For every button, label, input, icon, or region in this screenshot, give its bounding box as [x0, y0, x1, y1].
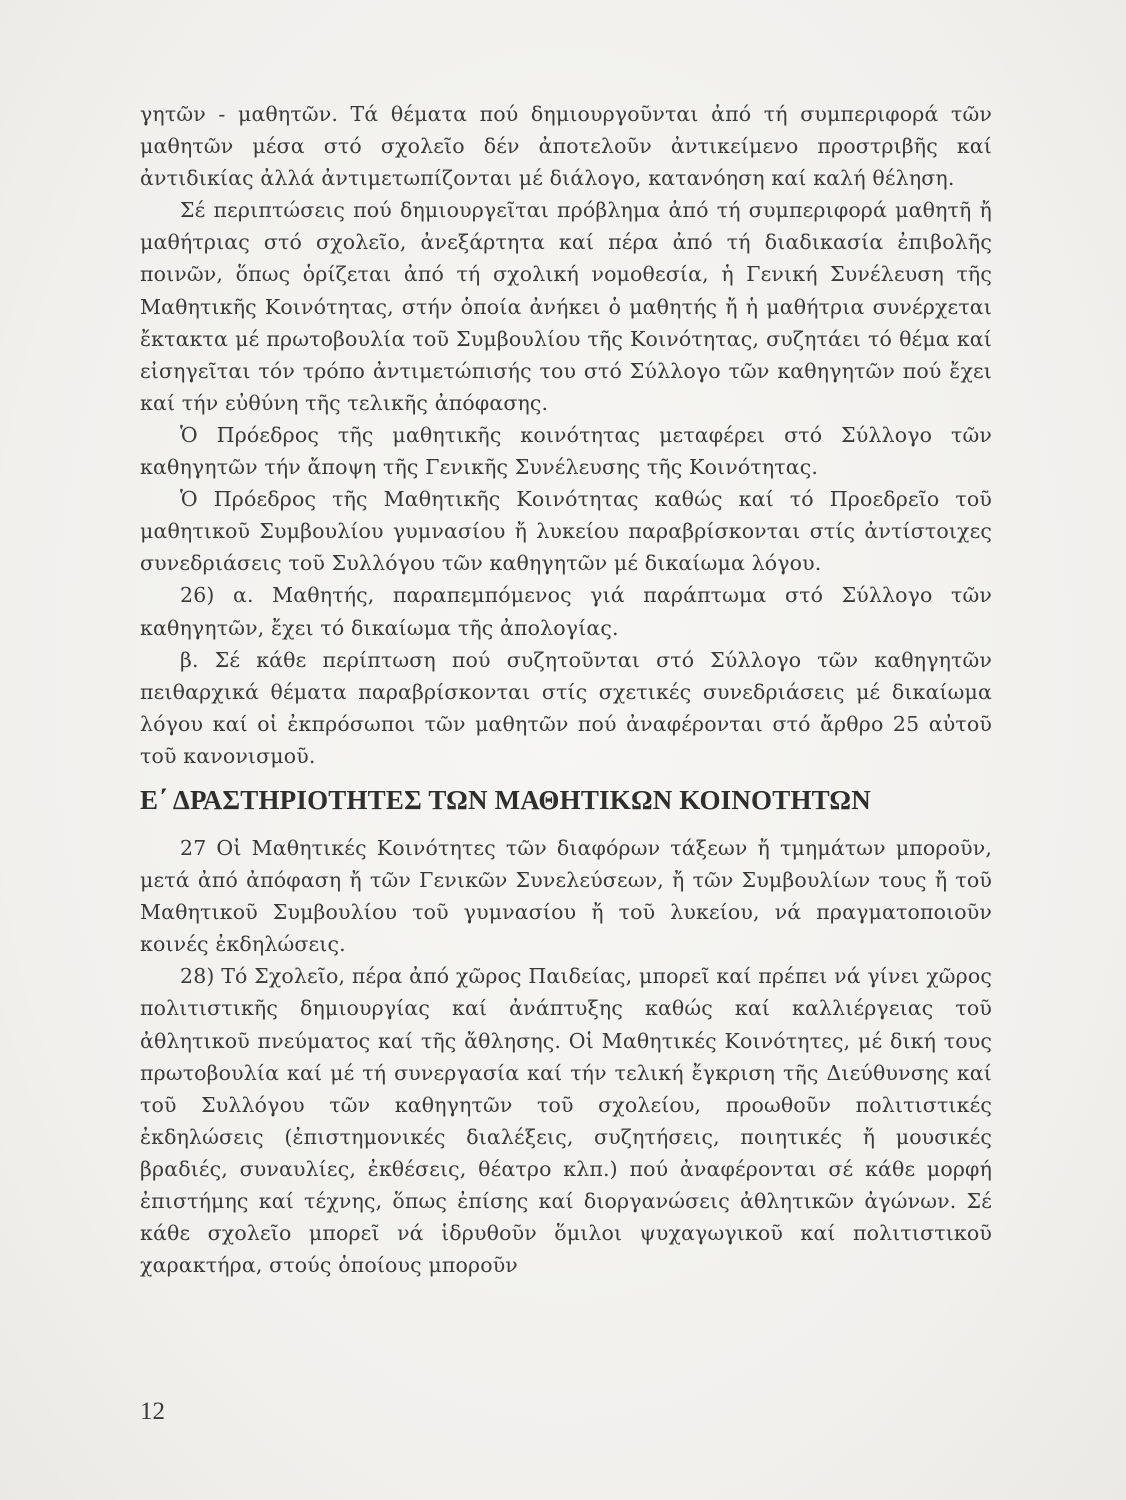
paragraph-president-attends: Ὁ Πρόεδρος τῆς Μαθητικῆς Κοινότητας καθώς καί τό Προεδρεῖο τοῦ μαθητικοῦ Συμβουλίου γυμνασίου ἤ λυκείου παραβρίσκονται στίς ἀντίστοιχες συνεδριάσεις τοῦ Συλλόγου τῶν καθηγητῶν μέ δικαίωμα λόγου.: [140, 487, 992, 576]
paragraph-article-28: 28) Τό Σχολεῖο, πέρα ἀπό χῶρος Παιδείας, μπορεῖ καί πρέπει νά γίνει χῶρος πολιτιστικῆς δημιουργίας καί ἀνάπτυξης καθώς καί καλλιέργειας τοῦ ἀθλητικοῦ πνεύματος καί τῆς ἄθλησης. Οἱ Μαθητικές Κοινότητες, μέ δική τους πρωτοβουλία καί μέ τή συνεργασία καί τήν τελική ἔγκριση τῆς Διεύθυνσης καί τοῦ Συλλόγου τῶν καθηγητῶν τοῦ σχολείου, προωθοῦν πολιτιστικές ἐκδηλώσεις (ἐπιστημονικές διαλέξεις, συζητήσεις, ποιητικές ἤ μουσικές βραδιές, συναυλίες, ἐκθέσεις, θέατρο κλπ.) πού ἀναφέρονται σέ κάθε μορφή ἐπιστήμης καί τέχνης, ὅπως ἐπίσης καί διοργανώσεις ἀθλητικῶν ἀγώνων. Σέ κάθε σχολεῖο μπορεῖ νά ἱδρυθοῦν ὅμιλοι ψυχαγωγικοῦ καί πολιτιστικοῦ χαρακτήρα, στούς ὁποίους μποροῦν: [140, 964, 992, 1278]
page-number: 12: [140, 1398, 165, 1425]
paragraph-article-26a: 26) α. Μαθητής, παραπεμπόμενος γιά παράπτωμα στό Σύλλογο τῶν καθηγητῶν, ἔχει τό δικαίωμα τῆς ἀπολογίας.: [140, 583, 992, 640]
paragraph-continuation: γητῶν - μαθητῶν. Τά θέματα πού δημιουργοῦνται ἀπό τή συμπεριφορά τῶν μαθητῶν μέσα στό σχολεῖο δέν ἀποτελοῦν ἀντικείμενο προστριβῆς καί ἀντιδικίας ἀλλά ἀντιμετωπίζονται μέ διάλογο, κατανόηση καί καλή θέληση.: [140, 102, 992, 191]
paragraph-article-27: 27 Οἱ Μαθητικές Κοινότητες τῶν διαφόρων τάξεων ἤ τμημάτων μποροῦν, μετά ἀπό ἀπόφαση ἤ τῶν Γενικῶν Συνελεύσεων, ἤ τῶν Συμβουλίων τους ἤ τοῦ Μαθητικοῦ Συμβουλίου τοῦ γυμνασίου ἤ τοῦ λυκείου, νά πραγματοποιοῦν κοινές ἐκδηλώσεις.: [140, 835, 992, 957]
paragraph-president-conveys: Ὁ Πρόεδρος τῆς μαθητικῆς κοινότητας μεταφέρει στό Σύλλογο τῶν καθηγητῶν τήν ἄποψη τῆς Γενικῆς Συνέλευσης τῆς Κοινότητας.: [140, 422, 992, 480]
section-heading: Ε΄ ΔΡΑΣΤΗΡΙΟΤΗΤΕΣ ΤΩΝ ΜΑΘΗΤΙΚΩΝ ΚΟΙΝΟΤΗΤΩΝ: [140, 784, 871, 815]
body-text: [140, 98, 992, 1281]
paragraph-article-26b: β. Σέ κάθε περίπτωση πού συζητοῦνται στό Σύλλογο τῶν καθηγητῶν πειθαρχικά θέματα παραβρίσκονται στίς σχετικές συνεδριάσεις μέ δικαίωμα λόγου καί οἱ ἐκπρόσωποι τῶν μαθητῶν πού ἀναφέρονται στό ἄρθρο 25 αὐτοῦ τοῦ κανονισμοῦ.: [140, 647, 992, 768]
paragraph-problem-behavior: Σέ περιπτώσεις πού δημιουργεῖται πρόβλημα ἀπό τή συμπεριφορά μαθητῆ ἤ μαθήτριας στό σχολεῖο, ἀνεξάρτητα καί πέρα ἀπό τή διαδικασία ἐπιβολῆς ποινῶν, ὅπως ὁρίζεται ἀπό τή σχολική νομοθεσία, ἡ Γενική Συνέλευση τῆς Μαθητικῆς Κοινότητας, στήν ὁποία ἀνήκει ὁ μαθητής ἤ ἡ μαθήτρια συνέρχεται ἔκτακτα μέ πρωτοβουλία τοῦ Συμβουλίου τῆς Κοινότητας, συζητάει τό θέμα καί εἰσηγεῖται τόν τρόπο ἀντιμετώπισής του στό Σύλλογο τῶν καθηγητῶν πού ἔχει καί τήν εὐθύνη τῆς τελικῆς ἀπόφασης.: [140, 198, 992, 415]
